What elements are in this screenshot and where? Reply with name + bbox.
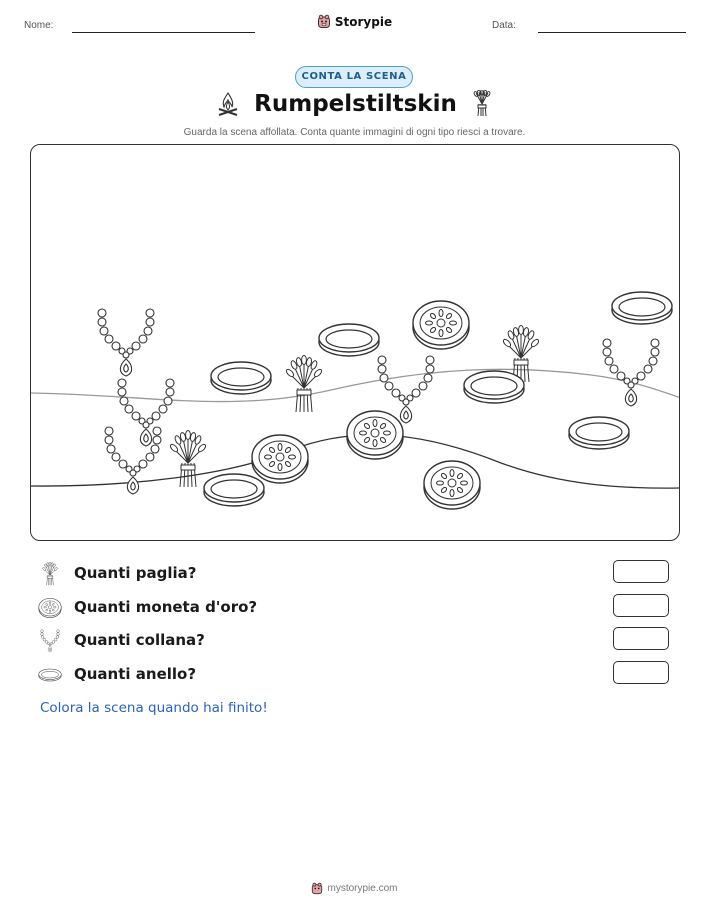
scene-gold-coin [347,411,403,459]
gold-coin-icon [38,596,62,620]
scene-ring [464,371,524,403]
straw-icon [38,562,62,586]
date-line[interactable] [538,32,686,33]
scene-ring [211,362,271,394]
title-row [0,90,709,122]
necklace-icon [38,629,62,653]
question-text: Quanti moneta d'oro? [74,597,258,616]
question-row [38,592,678,626]
scene-necklace [118,379,174,446]
question-text: Quanti anello? [74,664,197,683]
name-label: Nome: [24,20,54,31]
scene-gold-coin [424,461,480,509]
question-list [38,558,678,692]
answer-box-ring[interactable] [613,661,669,684]
ring-icon [38,663,62,687]
section-badge: CONTA LA SCENA [295,66,413,88]
storypie-logo-icon [317,14,331,29]
site-footer [0,880,709,899]
counting-scene [30,144,680,541]
answer-box-gold-coin[interactable] [613,594,669,617]
instructions: Guarda la scena affollata. Conta quante immagini di ogni tipo riesci a trovare. [183,127,526,138]
scene-ring [612,292,672,324]
question-row [38,558,678,592]
page-title: Rumpelstiltskin [254,91,457,117]
answer-box-necklace[interactable] [613,627,669,650]
question-text: Quanti paglia? [74,564,197,582]
brand [0,14,709,33]
straw-bundle-icon [471,90,493,118]
scene-ring [319,324,379,356]
campfire-icon [216,90,240,118]
storypie-logo-icon [311,882,323,895]
coloring-instruction: Colora la scena quando hai finito! [40,700,268,716]
scene-straw [285,356,323,413]
question-text: Quanti collana? [74,631,205,649]
scene-necklace [98,309,154,376]
scene-ring [569,417,629,449]
date-label: Data: [492,20,516,31]
brand-name: Storypie [334,14,393,29]
scene-ring [204,474,264,506]
answer-box-straw[interactable] [613,560,669,583]
scene-necklace [603,339,659,406]
site-url[interactable]: mystorypie.com [327,883,398,894]
question-row [38,659,678,693]
scene-illustration [31,145,680,541]
question-row [38,625,678,659]
scene-gold-coin [413,301,469,349]
scene-gold-coin [252,435,308,483]
